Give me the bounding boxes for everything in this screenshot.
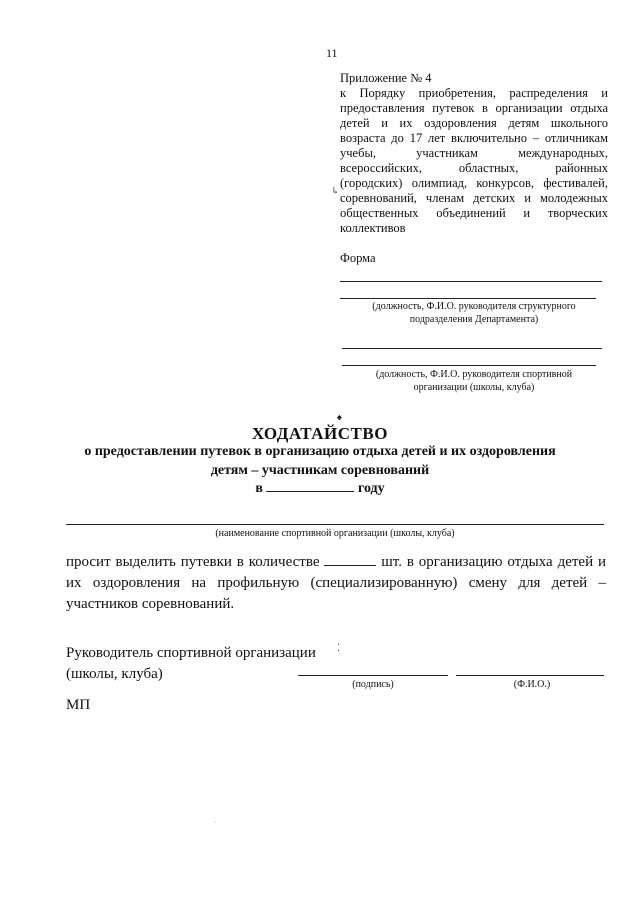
request-text: просит выделить путевки в количестве шт. в организацию отдыха детей и их оздоровления на профильную (специализированную) смену для детей – участников соревнований. [66, 554, 606, 612]
appendix-header [340, 71, 608, 236]
signature-line [298, 675, 448, 676]
appendix-line: общественных объединений и творческих [340, 206, 608, 220]
appendix-line: всероссийских, областных, районных [340, 161, 608, 175]
addressee-line [340, 281, 602, 282]
title-subtitle: о предоставлении путевок в организацию отдыха детей и их оздоровления [84, 444, 556, 459]
appendix-line: к Порядку приобретения, распределения и [340, 86, 608, 100]
document-title: ХОДАТАЙСТВО [252, 424, 388, 443]
year-line: в году [255, 481, 385, 496]
year-blank [266, 491, 354, 492]
addressee-line [340, 298, 596, 299]
scan-mark: ↳ [331, 186, 340, 197]
addressee-caption: (должность, Ф.И.О. руководителя структурного подразделения Департамента) [372, 301, 576, 325]
form-label: Форма [340, 251, 376, 265]
appendix-line: предоставления путевок в организации отдыха [340, 101, 608, 115]
page-number: 11 [326, 46, 338, 60]
stamp-label: МП [66, 697, 91, 713]
scan-mark: · [214, 820, 216, 826]
appendix-line: коллективов [340, 221, 406, 235]
addressee-line [342, 348, 602, 349]
scan-mark: ⁚ [337, 643, 341, 654]
appendix-line: (городских) олимпиад, конкурсов, фестивалей, [340, 176, 608, 190]
appendix-line: учебы, участникам международных, [340, 146, 608, 160]
signature-caption: (подпись) [352, 679, 394, 690]
addressee-caption: (должность, Ф.И.О. руководителя спортивной организации (школы, клуба) [375, 369, 573, 393]
name-caption: (Ф.И.О.) [513, 679, 551, 690]
title-subtitle: детям – участникам соревнований [210, 463, 430, 478]
addressee-line [342, 365, 596, 366]
organization-line [66, 524, 604, 525]
name-line [456, 675, 604, 676]
appendix-line: детей и их оздоровления детям школьного [340, 116, 608, 130]
scan-mark: ♠ [337, 412, 342, 422]
signatory-label: Руководитель спортивной организации (школы, клуба) [66, 645, 316, 682]
appendix-line: возраста до 17 лет включительно – отличникам [340, 131, 608, 145]
organization-caption: (наименование спортивной организации (школы, клуба) [215, 528, 455, 539]
appendix-line: соревнований, членам детских и молодежных [340, 191, 608, 205]
appendix-title: Приложение № 4 [340, 71, 432, 85]
quantity-blank [324, 565, 376, 566]
